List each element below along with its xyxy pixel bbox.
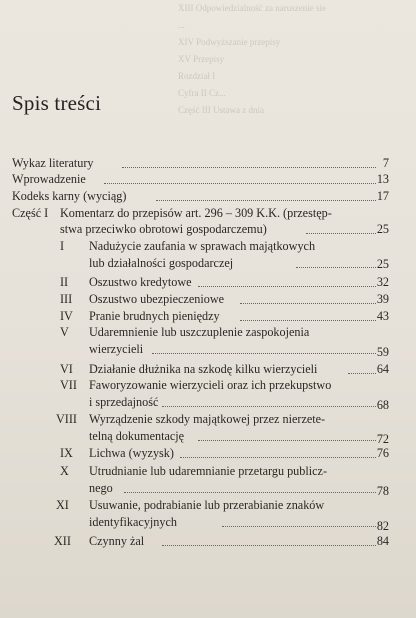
chapter-title-line: Lichwa (wyzysk): [89, 446, 174, 460]
chapter-page: 32: [376, 275, 389, 289]
chapter-page: 76: [376, 446, 389, 460]
chapter-page: 78: [376, 484, 389, 498]
chapter-title-line: i sprzedajność: [89, 395, 159, 409]
leader-dots: [180, 457, 376, 458]
leader-dots: [156, 200, 376, 201]
bleed-line: Rozdział I: [178, 71, 216, 81]
toc-heading: Spis treści: [12, 91, 102, 115]
leader-dots: [152, 353, 376, 354]
bleed-line: Cyfra II Cz...: [178, 88, 226, 98]
chapter-number: IV: [60, 309, 73, 323]
leader-dots: [222, 526, 376, 527]
part-title-line: Komentarz do przepisów art. 296 – 309 K.K. (przestęp-: [60, 206, 332, 220]
chapter-number: IX: [60, 446, 73, 460]
leader-dots: [122, 167, 376, 168]
leader-dots: [348, 373, 376, 374]
bleed-line: XV Przepisy: [178, 54, 225, 64]
toc-entry-label: Wykaz literatury: [12, 156, 94, 170]
leader-dots: [198, 440, 376, 441]
chapter-number: III: [60, 292, 73, 306]
leader-dots: [240, 320, 376, 321]
bleed-line: ...: [178, 20, 185, 30]
chapter-page: 84: [376, 534, 389, 548]
chapter-number: XI: [56, 498, 69, 512]
leader-dots: [104, 183, 376, 184]
leader-dots: [296, 267, 376, 268]
chapter-title-line: Utrudnianie lub udaremnianie przetargu publicz-: [89, 464, 328, 478]
toc-entry-page: 17: [376, 189, 389, 203]
bleed-line: Część III Ustawa z dnia: [178, 105, 264, 115]
chapter-title-line: Wyrządzenie szkody majątkowej przez nierzete-: [89, 412, 326, 426]
leader-dots: [124, 492, 376, 493]
chapter-title-line: Oszustwo kredytowe: [89, 275, 192, 289]
toc-entry-label: Wprowadzenie: [12, 172, 86, 186]
chapter-title-line: wierzycieli: [89, 342, 144, 356]
chapter-title-line: Udaremnienie lub uszczuplenie zaspokojenia: [89, 325, 310, 339]
chapter-number: I: [60, 239, 65, 253]
chapter-page: 39: [376, 292, 389, 306]
chapter-page: 82: [376, 519, 389, 533]
chapter-page: 64: [376, 362, 389, 376]
toc-entry-page: 25: [376, 222, 389, 236]
leader-dots: [306, 233, 376, 234]
chapter-title-line: lub działalności gospodarczej: [89, 256, 234, 270]
chapter-number: VIII: [56, 412, 77, 426]
leader-dots: [162, 545, 376, 546]
chapter-title-line: Działanie dłużnika na szkodę kilku wierzycieli: [89, 362, 318, 376]
bleed-through-text: [178, 0, 408, 150]
chapter-title-line: Usuwanie, podrabianie lub przerabianie znaków: [89, 498, 325, 512]
toc-entry-label: Kodeks karny (wyciąg): [12, 189, 127, 203]
chapter-title-line: Oszustwo ubezpieczeniowe: [89, 292, 225, 306]
chapter-title-line: Nadużycie zaufania w sprawach majątkowych: [89, 239, 316, 253]
chapter-title-line: Pranie brudnych pieniędzy: [89, 309, 220, 323]
chapter-page: 72: [376, 432, 389, 446]
chapter-title-line: Czynny żal: [89, 534, 145, 548]
chapter-page: 25: [376, 257, 389, 271]
chapter-number: VI: [60, 362, 73, 376]
chapter-number: V: [60, 325, 69, 339]
part-label: Część I: [12, 206, 49, 220]
bleed-line: XIII Odpowiedzialność za naruszenie sie: [178, 3, 326, 13]
chapter-number: VII: [60, 378, 77, 392]
toc-entry-page: 13: [376, 172, 389, 186]
chapter-number: II: [60, 275, 69, 289]
chapter-number: X: [60, 464, 69, 478]
leader-dots: [162, 406, 376, 407]
part-title-line: stwa przeciwko obrotowi gospodarczemu): [60, 222, 267, 236]
chapter-title-line: identyfikacyjnych: [89, 515, 177, 529]
chapter-page: 59: [376, 345, 389, 359]
leader-dots: [240, 303, 376, 304]
chapter-page: 43: [376, 309, 389, 323]
bleed-line: XIV Podwyższanie przepisy: [178, 37, 281, 47]
toc-entry-page: 7: [382, 156, 389, 170]
chapter-title-line: nego: [89, 481, 113, 495]
chapter-title-line: Faworyzowanie wierzycieli oraz ich przekupstwo: [89, 378, 332, 392]
chapter-title-line: telną dokumentację: [89, 429, 185, 443]
chapter-number: XII: [54, 534, 71, 548]
leader-dots: [198, 286, 376, 287]
chapter-page: 68: [376, 398, 389, 412]
